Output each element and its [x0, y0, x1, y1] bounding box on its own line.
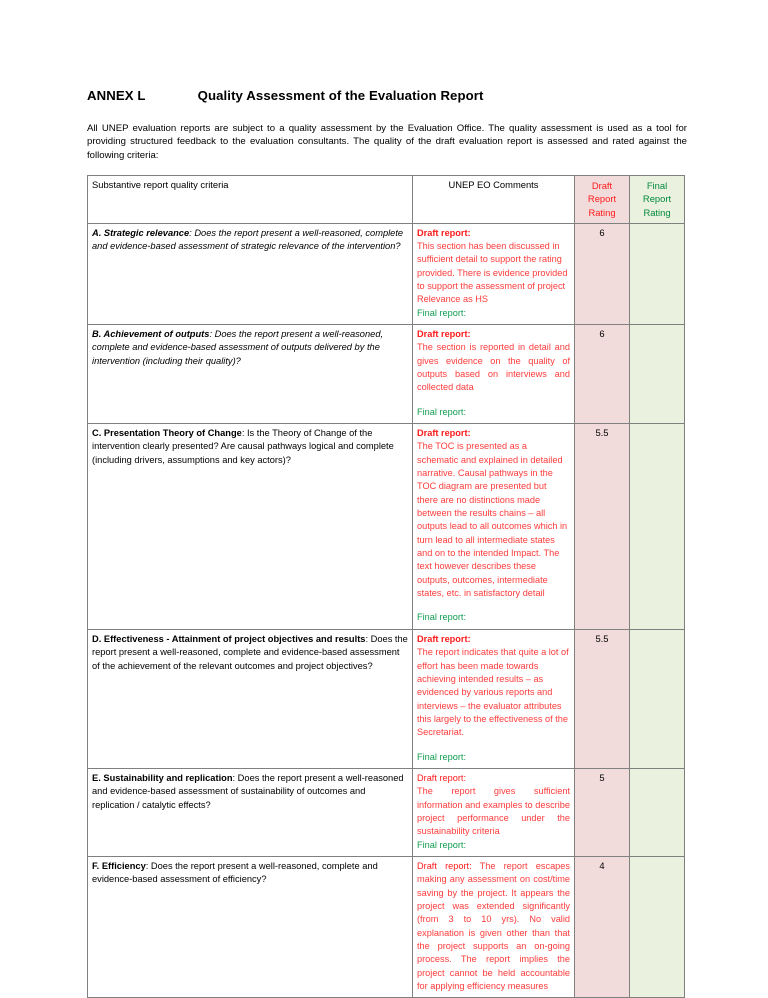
header-final-rating: Final Report Rating — [630, 175, 685, 223]
annex-label: ANNEX L — [87, 88, 146, 103]
intro-paragraph: All UNEP evaluation reports are subject to a quality assessment by the Evaluation Office. The quality assessment is used as a tool for providing structured feedback to the evaluation consultants. The quality of the draft evaluation report is assessed and rated against the following criteria: — [87, 122, 687, 162]
comments-cell-b — [413, 324, 575, 423]
criteria-cell-f — [88, 856, 413, 997]
draft-report-label: Draft report: — [417, 633, 471, 644]
draft-report-label: Draft report: — [417, 772, 467, 783]
final-rating-c[interactable] — [630, 424, 685, 630]
final-rating-a[interactable] — [630, 223, 685, 324]
draft-report-text: This section has been discussed in sufficient detail to support the rating provided. There is evidence provided to support the assessment of project Relevance as HS — [417, 240, 568, 305]
criteria-lead: E. Sustainability and replication — [92, 772, 233, 783]
final-rating-e[interactable] — [630, 768, 685, 856]
draft-report-text: The TOC is presented as a schematic and explained in detailed narrative. Causal pathways in the TOC diagram are presented but there are no distinctions made between the results chains – all outputs lead to all outcomes which in turn lead to all intermediate states and on to the intended Impact. The text however describes these outputs, outcomes, intermediate states, etc. in satisfactory detail — [417, 441, 568, 599]
final-report-label: Final report: — [417, 751, 467, 762]
final-rating-d[interactable] — [630, 629, 685, 768]
page-title — [87, 0, 684, 104]
spacer — [417, 600, 570, 611]
final-report-label: Final report: — [417, 307, 467, 318]
document-page — [87, 0, 687, 998]
table-row — [88, 223, 685, 324]
header-draft-rating: Draft Report Rating — [575, 175, 630, 223]
criteria-text: : Does the report present a well-reasoned, complete and evidence-based assessment of efficiency? — [92, 860, 378, 885]
criteria-lead: C. Presentation Theory of Change — [92, 428, 242, 439]
table-header-row — [88, 175, 685, 223]
draft-report-label: Draft report: — [417, 328, 471, 339]
spacer — [417, 395, 570, 406]
draft-rating-f[interactable]: 4 — [575, 856, 630, 997]
comments-cell-d — [413, 629, 575, 768]
header-comments: UNEP EO Comments — [413, 175, 575, 223]
criteria-cell-c — [88, 424, 413, 630]
draft-rating-e[interactable]: 5 — [575, 768, 630, 856]
criteria-text: : Does the report present a well-reasoned and evidence-based assessment of sustainability of outcomes and replication / catalytic effects? — [92, 772, 404, 810]
final-report-label: Final report: — [417, 839, 467, 850]
criteria-cell-b — [88, 324, 413, 423]
draft-rating-b[interactable]: 6 — [575, 324, 630, 423]
draft-report-text: The report escapes making any assessment on cost/time saving by the project. It appears the project was extended significantly (from 3 to 10 yrs). No valid explanation is given other than that the project supports an on-going process. The report implies the project cannot be held accountable for applying efficiency measures — [417, 860, 570, 992]
header-criteria: Substantive report quality criteria — [88, 175, 413, 223]
criteria-cell-e — [88, 768, 413, 856]
criteria-text: : Does the report present a well-reasoned, complete and evidence-based assessment of outputs delivered by the intervention (including their quality)? — [92, 328, 384, 366]
draft-report-text: The report indicates that quite a lot of effort has been made towards achieving intended results – as evidenced by various reports and interviews – the evaluator attributes this largely to the effectiveness of the Secretariat. — [417, 647, 569, 738]
draft-rating-d[interactable]: 5.5 — [575, 629, 630, 768]
table-body — [88, 223, 685, 998]
final-report-label: Final report: — [417, 406, 467, 417]
annex-title: Quality Assessment of the Evaluation Report — [197, 88, 484, 103]
criteria-text: : Does the report present a well-reasoned, complete and evidence-based assessment of strategic relevance of the intervention? — [92, 227, 404, 252]
comments-cell-f — [413, 856, 575, 997]
criteria-text: : Is the Theory of Change of the intervention clearly presented? Are causal pathways logical and complete (including drivers, assumptions and key actors)? — [92, 428, 394, 465]
draft-rating-a[interactable]: 6 — [575, 223, 630, 324]
quality-assessment-table — [87, 175, 685, 998]
table-row — [88, 324, 685, 423]
criteria-text: : Does the report present a well-reasoned, complete and evidence-based assessment of the achievement of the relevant outcomes and project objectives? — [92, 633, 408, 671]
draft-report-label: Draft report: — [417, 428, 471, 439]
criteria-lead: A. Strategic relevance — [92, 227, 190, 238]
final-report-label: Final report: — [417, 612, 467, 623]
table-row — [88, 424, 685, 630]
criteria-lead: D. Effectiveness - Attainment of project objectives and results — [92, 633, 366, 644]
criteria-lead: B. Achievement of outputs — [92, 328, 210, 339]
draft-report-text: The report gives sufficient information and examples to describe project performance under the sustainability criteria — [417, 786, 570, 837]
table-row — [88, 629, 685, 768]
spacer — [417, 740, 570, 751]
criteria-lead: F. Efficiency — [92, 860, 146, 871]
draft-rating-c[interactable]: 5.5 — [575, 424, 630, 630]
draft-report-label: Draft report: — [417, 860, 472, 871]
criteria-cell-d — [88, 629, 413, 768]
table-row — [88, 768, 685, 856]
table-row — [88, 856, 685, 997]
final-rating-b[interactable] — [630, 324, 685, 423]
criteria-cell-a — [88, 223, 413, 324]
comments-cell-e — [413, 768, 575, 856]
draft-report-text: The section is reported in detail and gives evidence on the quality of outputs based on interviews and collected data — [417, 342, 570, 393]
draft-report-label: Draft report: — [417, 227, 471, 238]
comments-cell-a — [413, 223, 575, 324]
final-rating-f[interactable] — [630, 856, 685, 997]
comments-cell-c — [413, 424, 575, 630]
